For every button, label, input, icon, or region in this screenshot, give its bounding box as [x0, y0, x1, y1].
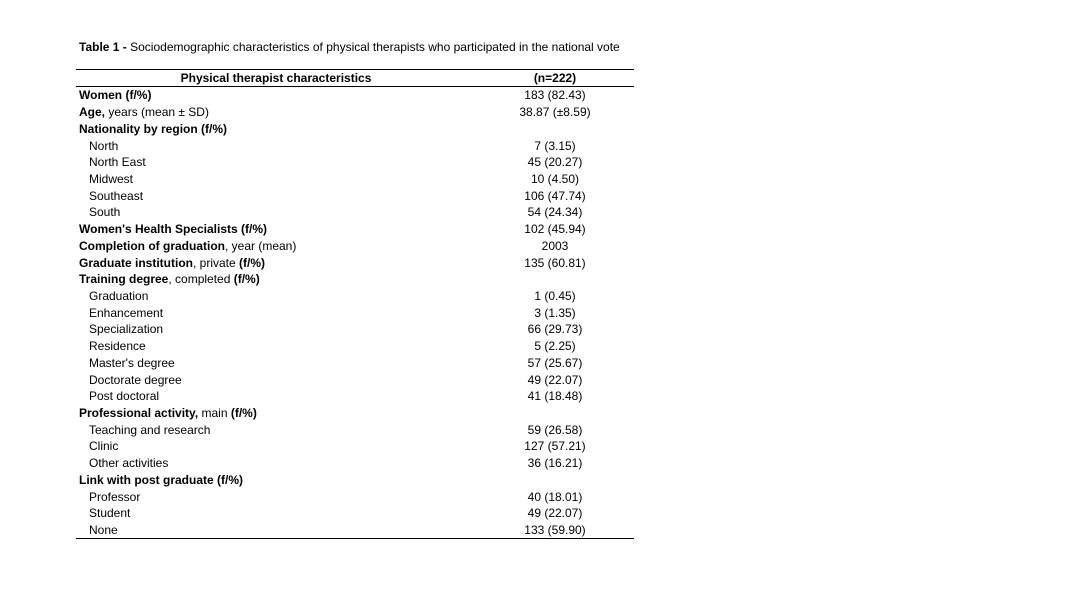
- table-row: [76, 321, 634, 338]
- row-value: 36 (16.21): [527, 456, 583, 471]
- row-value: 45 (20.27): [527, 155, 583, 170]
- row-label-heading: (f/%): [239, 255, 266, 270]
- row-sublabel: Residence: [89, 339, 146, 354]
- row-sublabel: Teaching and research: [89, 422, 211, 437]
- table-row: [76, 171, 634, 188]
- row-value: 2003: [541, 238, 569, 253]
- row-label-heading: Women's Health Specialists (f/%): [79, 222, 268, 237]
- row-label: [76, 389, 476, 403]
- row-label: [76, 189, 476, 203]
- row-value: 133 (59.90): [524, 523, 586, 538]
- row-sublabel: North: [89, 138, 119, 153]
- row-label: [76, 339, 476, 353]
- row-label: [76, 373, 476, 387]
- row-value: 54 (24.34): [527, 205, 583, 220]
- table-body: [76, 87, 634, 538]
- row-value: 57 (25.67): [527, 355, 583, 370]
- row-sublabel: Professor: [89, 489, 141, 504]
- row-label: [76, 406, 476, 420]
- row-label-heading: Professional activity,: [79, 406, 199, 421]
- row-label: [76, 122, 476, 136]
- row-value: 3 (1.35): [534, 305, 576, 320]
- row-sublabel: North East: [89, 155, 146, 170]
- table-caption: [79, 40, 620, 54]
- table-row: [76, 120, 634, 137]
- table-row: [76, 187, 634, 204]
- table-row: [76, 455, 634, 472]
- row-value: 1 (0.45): [534, 288, 576, 303]
- table-row: [76, 438, 634, 455]
- table-row: [76, 388, 634, 405]
- row-value: 59 (26.58): [527, 422, 583, 437]
- row-value: 106 (47.74): [524, 188, 586, 203]
- row-label: [76, 172, 476, 186]
- row-sublabel: Student: [89, 506, 131, 521]
- row-sublabel: None: [89, 523, 118, 538]
- row-sublabel: Post doctoral: [89, 389, 160, 404]
- table-header-row: [76, 70, 634, 87]
- row-value: 66 (29.73): [527, 322, 583, 337]
- table-row: [76, 338, 634, 355]
- row-sublabel: South: [89, 205, 121, 220]
- row-label: [76, 306, 476, 320]
- row-value: 183 (82.43): [524, 88, 586, 103]
- row-sublabel: Southeast: [89, 188, 144, 203]
- row-label: [76, 139, 476, 153]
- row-label: [76, 490, 476, 504]
- table-row: [76, 288, 634, 305]
- row-label: [76, 473, 476, 487]
- row-label: [76, 272, 476, 286]
- row-sublabel: Enhancement: [89, 305, 164, 320]
- row-label-heading: (f/%): [233, 272, 260, 287]
- row-label-detail: years (mean ± SD): [105, 105, 209, 120]
- row-label: [76, 256, 476, 270]
- row-label-detail: , completed: [168, 272, 234, 287]
- row-value: 135 (60.81): [524, 255, 586, 270]
- row-label: [76, 239, 476, 253]
- row-label: [76, 423, 476, 437]
- row-sublabel: Graduation: [89, 288, 149, 303]
- table-row: [76, 522, 634, 539]
- table-row: [76, 421, 634, 438]
- row-label: [76, 205, 476, 219]
- row-label-heading: Link with post graduate (f/%): [79, 472, 243, 487]
- row-label-detail: , private: [193, 255, 240, 270]
- row-sublabel: Clinic: [89, 439, 119, 454]
- row-value: 38.87 (±8.59): [519, 105, 591, 120]
- table-row: [76, 371, 634, 388]
- row-label-heading: Completion of graduation: [79, 238, 225, 253]
- table-row: [76, 472, 634, 489]
- table-row: [76, 87, 634, 104]
- table-row: [76, 154, 634, 171]
- table-row: [76, 237, 634, 254]
- row-label: [76, 222, 476, 236]
- row-sublabel: Master's degree: [89, 355, 175, 370]
- row-label-heading: Women (f/%): [79, 88, 152, 103]
- row-label-detail: main: [198, 406, 231, 421]
- row-label: [76, 155, 476, 169]
- table-row: [76, 488, 634, 505]
- row-label-heading: Age,: [79, 105, 106, 120]
- row-label: [76, 356, 476, 370]
- row-value: 40 (18.01): [527, 489, 583, 504]
- table-row: [76, 355, 634, 372]
- row-label: [76, 439, 476, 453]
- table-row: [76, 304, 634, 321]
- table-row: [76, 254, 634, 271]
- table-row: [76, 104, 634, 121]
- row-sublabel: Midwest: [89, 171, 134, 186]
- row-label: [76, 322, 476, 336]
- characteristics-table: [76, 69, 634, 539]
- row-value: 10 (4.50): [530, 171, 580, 186]
- row-label-heading: (f/%): [230, 406, 257, 421]
- row-label-heading: Nationality by region (f/%): [79, 121, 228, 136]
- table-row: [76, 137, 634, 154]
- row-label: [76, 105, 476, 119]
- table-row: [76, 204, 634, 221]
- header-characteristics: Physical therapist characteristics: [180, 71, 372, 85]
- table-row: [76, 405, 634, 422]
- row-label-heading: Graduate institution: [79, 255, 193, 270]
- table-row: [76, 505, 634, 522]
- caption-label: Table 1 -: [79, 40, 127, 54]
- header-n: (n=222): [533, 71, 577, 85]
- table-row: [76, 221, 634, 238]
- row-label-heading: Training degree: [79, 272, 169, 287]
- row-value: 41 (18.48): [527, 389, 583, 404]
- row-value: 49 (22.07): [527, 506, 583, 521]
- row-label: [76, 88, 476, 102]
- row-label: [76, 523, 476, 537]
- row-sublabel: Doctorate degree: [89, 372, 182, 387]
- row-value: 102 (45.94): [524, 222, 586, 237]
- row-label: [76, 289, 476, 303]
- row-sublabel: Specialization: [89, 322, 164, 337]
- row-value: 49 (22.07): [527, 372, 583, 387]
- row-label-detail: , year (mean): [225, 238, 297, 253]
- row-label: [76, 506, 476, 520]
- row-value: 127 (57.21): [524, 439, 586, 454]
- row-value: 7 (3.15): [534, 138, 576, 153]
- row-label: [76, 456, 476, 470]
- caption-text: Sociodemographic characteristics of physical therapists who participated in the national vote: [126, 40, 620, 54]
- row-sublabel: Other activities: [89, 456, 169, 471]
- table-row: [76, 271, 634, 288]
- row-value: 5 (2.25): [534, 339, 576, 354]
